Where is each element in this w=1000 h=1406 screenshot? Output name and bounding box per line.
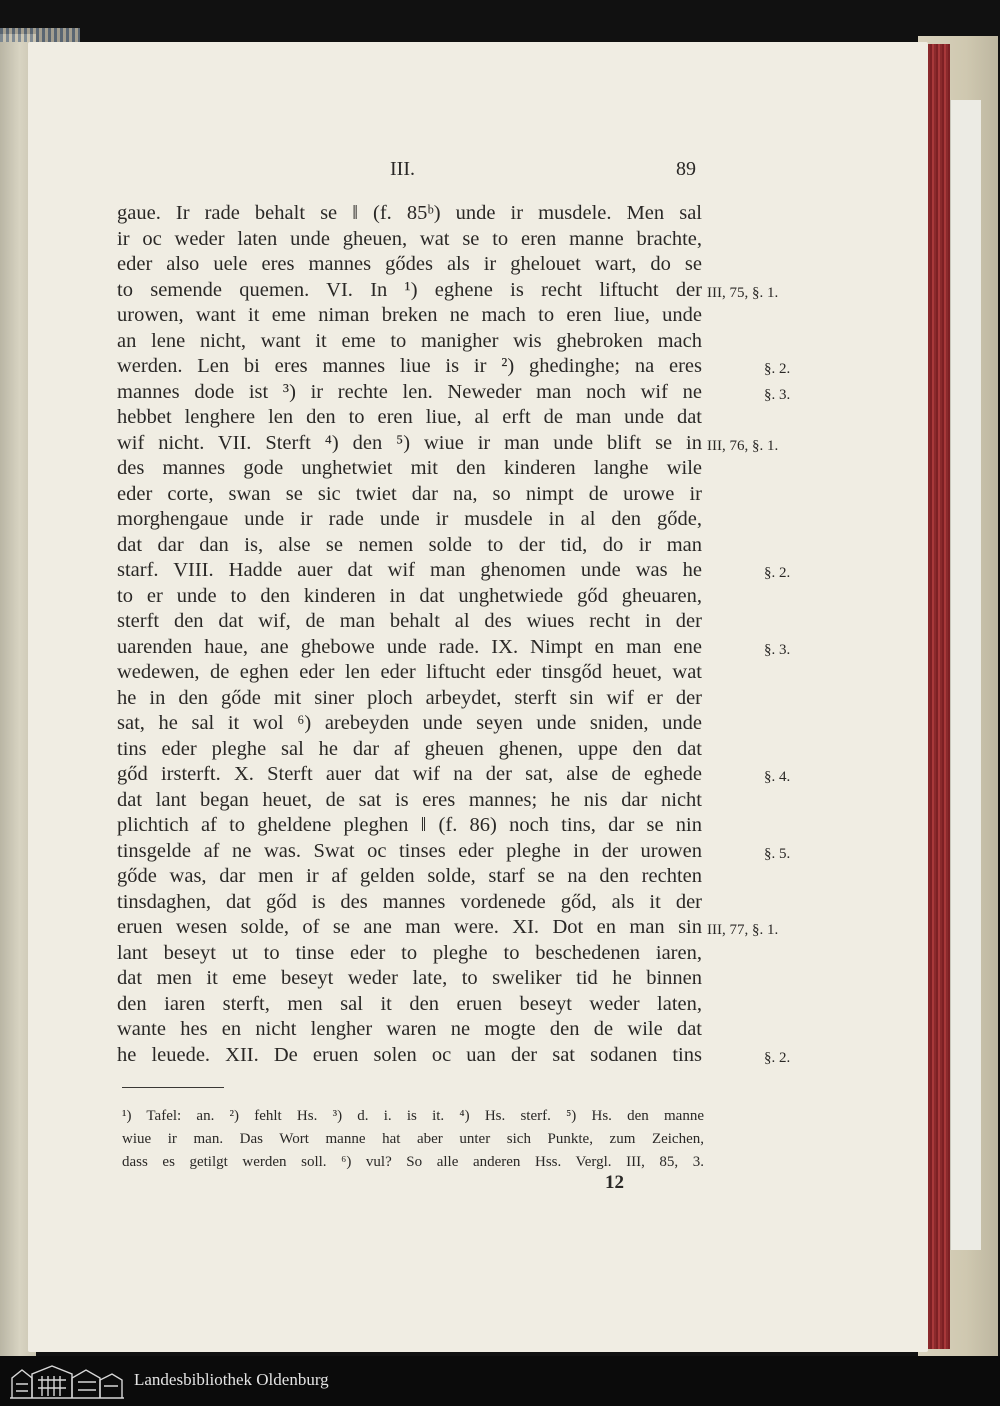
text-line: starf. VIII. Hadde auer dat wif man ghenomen unde was he xyxy=(117,559,702,581)
margin-note: §. 2. xyxy=(764,1050,791,1066)
text-line: lant beseyt ut to tinse eder to pleghe to beschedenen iaren, xyxy=(117,942,702,964)
text-line: den iaren sterft, men sal it den eruen beseyt weder laten, xyxy=(117,993,702,1015)
text-line: wedewen, de eghen eder len eder liftucht eder tinsgőd heuet, wat xyxy=(117,661,702,683)
chapter-header: III. xyxy=(390,158,415,180)
text-line: uarenden haue, ane ghebowe unde rade. IX. Nimpt en man ene xyxy=(117,636,702,658)
text-line: werden. Len bi eres mannes liue is ir ²) ghedinghe; na eres xyxy=(117,355,702,377)
text-line: des mannes gode unghetwiet mit den kinderen langhe wile xyxy=(117,457,702,479)
text-line: to semende quemen. VI. In ¹) eghene is recht liftucht der xyxy=(117,279,702,301)
text-line: he in den gőde mit siner ploch arbeydet, sterft sin wif er der xyxy=(117,687,702,709)
margin-note: §. 2. xyxy=(764,361,791,377)
text-line: plichtich af to gheldene pleghen ‖ (f. 86) noch tins, dar se nin xyxy=(117,814,702,836)
text-line: morghengaue unde ir rade unde ir musdele in al den gőde, xyxy=(117,508,702,530)
text-line: mannes dode ist ³) ir rechte len. Neweder man noch wif ne xyxy=(117,381,702,403)
text-line: ir oc weder laten unde gheuen, wat se to eren manne brachte, xyxy=(117,228,702,250)
text-line: sterft den dat wif, de man behalt al des wiues recht in der xyxy=(117,610,702,632)
margin-note: III, 77, §. 1. xyxy=(707,922,779,938)
footnote-line: wiue ir man. Das Wort manne hat aber unter sich Punkte, zum Zeichen, xyxy=(122,1131,704,1147)
text-line: tins eder pleghe sal he dar af gheuen ghenen, uppe den dat xyxy=(117,738,702,760)
paper-slip xyxy=(950,100,981,1250)
text-line: tinsgelde af ne was. Swat oc tinses eder pleghe in der urowen xyxy=(117,840,702,862)
margin-note: §. 2. xyxy=(764,565,791,581)
text-line: hebbet lenghere len den to eren liue, al erft de man unde dat xyxy=(117,406,702,428)
margin-note: §. 3. xyxy=(764,642,791,658)
text-line: eder also uele eres mannes gődes als ir ghelouet wart, do se xyxy=(117,253,702,275)
text-line: dat lant began heuet, de sat is eres mannes; he nis dar nicht xyxy=(117,789,702,811)
text-line: sat, he sal it wol ⁶) arebeyden unde seyen unde sniden, unde xyxy=(117,712,702,734)
margin-note: §. 4. xyxy=(764,769,791,785)
text-line: wante hes en nicht lengher waren ne mogte den de wile dat xyxy=(117,1018,702,1040)
text-line: to er unde to den kinderen in dat unghetwiede gőd gheuaren, xyxy=(117,585,702,607)
footnote-line: ¹) Tafel: an. ²) fehlt Hs. ³) d. i. is it. ⁴) Hs. sterf. ⁵) Hs. den manne xyxy=(122,1108,704,1124)
text-line: tinsdaghen, dat gőd is des mannes vordenede gőd, als it der xyxy=(117,891,702,913)
text-line: gőd irsterft. X. Sterft auer dat wif na der sat, alse de eghede xyxy=(117,763,702,785)
library-name: Landesbibliothek Oldenburg xyxy=(134,1370,329,1389)
text-line: he leuede. XII. De eruen solen oc uan der sat sodanen tins xyxy=(117,1044,702,1066)
margin-note: III, 75, §. 1. xyxy=(707,285,779,301)
margin-note: III, 76, §. 1. xyxy=(707,438,779,454)
text-line: eder corte, swan se sic twiet dar na, so nimpt de urowe ir xyxy=(117,483,702,505)
signature-mark: 12 xyxy=(605,1172,624,1193)
text-line: gaue. Ir rade behalt se ‖ (f. 85ᵇ) unde ir musdele. Men sal xyxy=(117,202,702,224)
text-line: an lene nicht, want it eme to manigher wis ghebroken mach xyxy=(117,330,702,352)
footnote-divider xyxy=(122,1087,224,1088)
text-line: dat men it eme beseyt weder late, to sweliker tid he binnen xyxy=(117,967,702,989)
margin-note: §. 3. xyxy=(764,387,791,403)
text-line: dat dar dan is, alse se nemen solde to der tid, do ir man xyxy=(117,534,702,556)
margin-note: §. 5. xyxy=(764,846,791,862)
text-line: wif nicht. VII. Sterft ⁴) den ⁵) wiue ir man unde blift se in xyxy=(117,432,702,454)
text-line: eruen wesen solde, of se ane man were. XI. Dot en man sin xyxy=(117,916,702,938)
text-line: gőde was, dar men ir af gelden solde, starf se na den rechten xyxy=(117,865,702,887)
footnote-line: dass es getilgt werden soll. ⁶) vul? So alle anderen Hss. Vergl. III, 85, 3. xyxy=(122,1154,704,1170)
page-number: 89 xyxy=(676,158,696,180)
library-building-icon xyxy=(8,1362,126,1400)
binding-thread xyxy=(0,28,80,42)
text-line: urowen, want it eme niman breken ne mach to eren liue, unde xyxy=(117,304,702,326)
